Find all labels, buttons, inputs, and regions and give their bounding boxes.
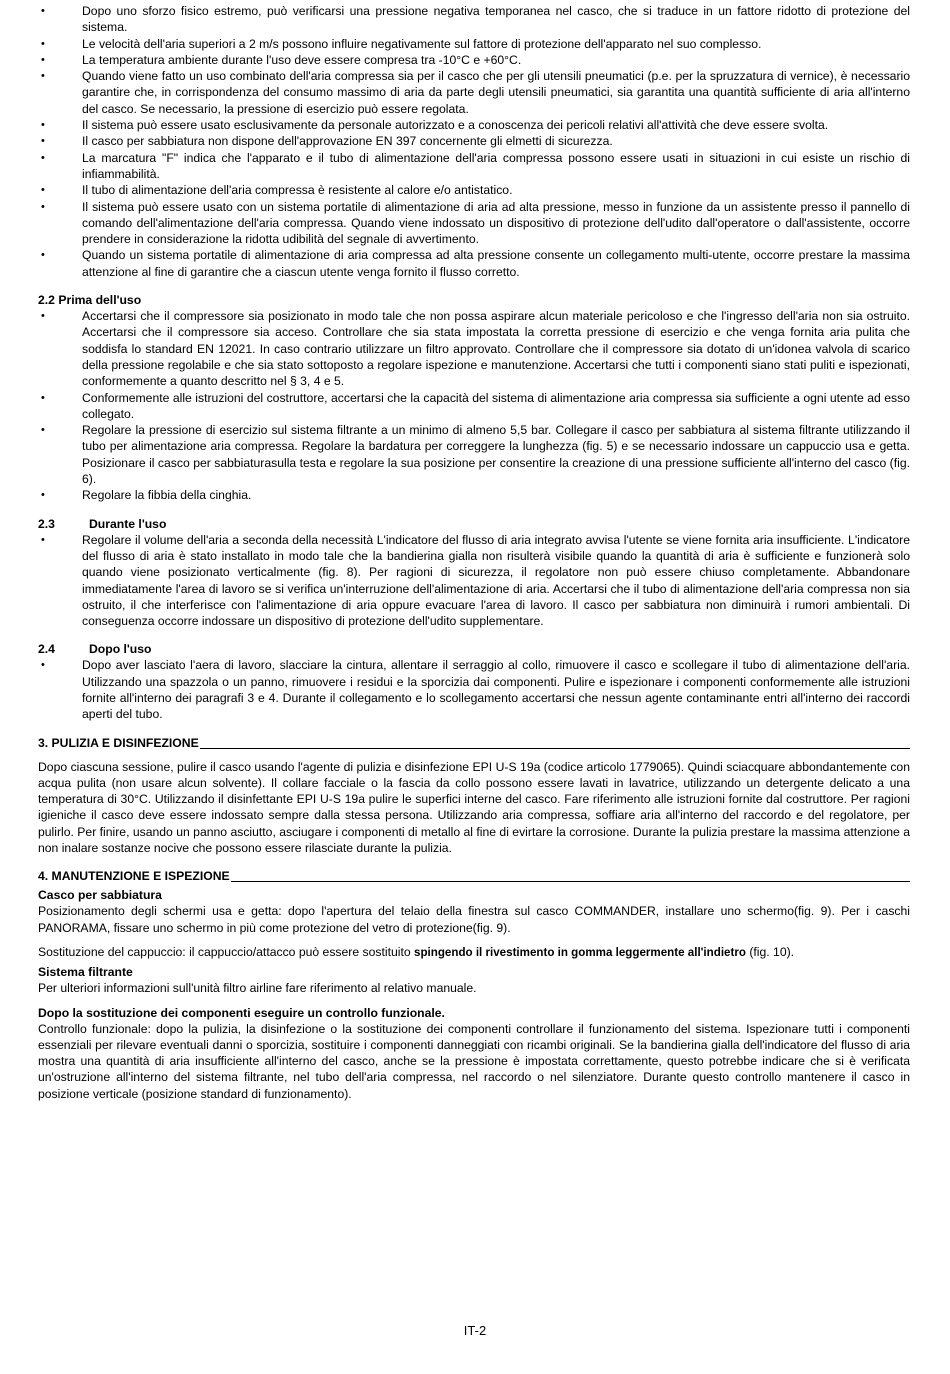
section-title: 3. PULIZIA E DISINFEZIONE	[38, 735, 199, 750]
list-item: • Quando un sistema portatile di alimentazione di aria compressa ad alta pressione consente un collegamento multi-utente, occorre prestare la massima attenzione al fine di garantire che a ciascun utente venga fornito il flusso corretto.	[38, 247, 910, 280]
document-body	[38, 3, 910, 1102]
section-2-4-bullet-list	[38, 657, 910, 722]
paragraph-cappuccio	[38, 944, 910, 961]
page-number: IT-2	[463, 1323, 487, 1338]
list-item: • Accertarsi che il compressore sia posizionato in modo tale che non possa aspirare alcun materiale pericoloso e che l'ingresso dell'aria non sia ostruito. Accertarsi che il compressore sia acceso. Controllare che sia stata impostata la corretta pressione di esercizio e che venga fornita aria pulita che soddisfa lo standard EN 12021. In caso contrario utilizzare un filtro approvato. Controllare che il compressore sia dotato di un'idonea valvola di scarico della pressione regolabile e che sia stato sottoposto a regolare ispezione e manutenzione. Accertarsi che tutti i componenti siano stati puliti e ispezionati, conformemente a quanto descritto nel § 3, 4 e 5.	[38, 308, 910, 389]
subheading-controllo: Dopo la sostituzione dei componenti eseguire un controllo funzionale.	[38, 1005, 445, 1020]
heading-rule	[231, 881, 910, 882]
list-item: • Il casco per sabbiatura non dispone dell'approvazione EN 397 concernente gli elmetti di sicurezza.	[38, 133, 910, 149]
text-run: Sostituzione del cappuccio: il cappuccio/attacco può essere sostituito	[38, 944, 414, 959]
list-item: • Regolare la pressione di esercizio sul sistema filtrante a un minimo di almeno 5,5 bar. Collegare il casco per sabbiatura al sistema filtrante utilizzando il tubo per alimentazione aria compressa. Regolare la bardatura per correggere la lunghezza (fig. 5) e se necessario indossare un cappuccio usa e getta. Posizionare il casco per sabbiaturasulla testa e regolare la sua posizione per consentire la creazione di una pressione sufficiente all'interno del casco (fig. 6).	[38, 422, 910, 487]
section-number: 2.3	[38, 516, 55, 531]
list-item: • Regolare la fibbia della cinghia.	[38, 487, 910, 503]
section-heading-4	[38, 868, 910, 884]
list-item: • Il sistema può essere usato con un sistema portatile di alimentazione di aria ad alta pressione, messo in funzione da un assistente presso il pannello di comando dell'alimentazione dell'aria compressa. Quando viene indossato un dispositivo di protezione dell'udito dall'operatore o dall'assistente, occorre prendere in considerazione la ridotta udibilità del segnale di avvertimento.	[38, 199, 910, 248]
text-run-bold: spingendo il rivestimento in gomma leggermente all'indietro	[414, 945, 746, 959]
list-item: • Le velocità dell'aria superiori a 2 m/s possono influire negativamente sul fattore di protezione dell'apparato nel suo complesso.	[38, 36, 910, 52]
list-item: • La marcatura "F" indica che l'apparato e il tubo di alimentazione dell'aria compressa possono essere usati in situazioni in cui esiste un rischio di infiammabilità.	[38, 150, 910, 183]
list-item: • Il sistema può essere usato esclusivamente da personale autorizzato e a conoscenza dei pericoli relativi all'attività che deve essere svolta.	[38, 117, 910, 133]
text-run: (fig. 10).	[745, 944, 795, 959]
intro-bullet-list	[38, 3, 910, 280]
list-item: • Conformemente alle istruzioni del costruttore, accertarsi che la capacità del sistema di alimentazione aria compressa sia sufficiente a ogni utente ad esso collegato.	[38, 390, 910, 423]
paragraph-casco: Posizionamento degli schermi usa e getta: dopo l'apertura del telaio della finestra sul casco COMMANDER, installare uno schermo(fig. 9). Per i caschi PANORAMA, fissare uno schermo in più come protezione del vetro di protezione(fig. 9).	[38, 904, 910, 935]
section-title: 4. MANUTENZIONE E ISPEZIONE	[38, 869, 230, 884]
section-heading-2-2: 2.2 Prima dell'uso	[38, 293, 142, 308]
section-heading-2-4	[38, 641, 910, 657]
list-item: • La temperatura ambiente durante l'uso deve essere compresa tra -10°C e +60°C.	[38, 52, 910, 68]
paragraph-filtro: Per ulteriori informazioni sull'unità filtro airline fare riferimento al relativo manuale.	[38, 981, 477, 996]
section-title: Durante l'uso	[89, 516, 167, 531]
section-2-2-bullet-list	[38, 308, 910, 504]
paragraph-cleaning: Dopo ciascuna sessione, pulire il casco usando l'agente di pulizia e disinfezione EPI U-S 19a (codice articolo 1779065). Quindi sciacquare abbondantemente con acqua pulita (non usare alcun solvente). Il collare facciale o la fascia da collo possono essere lavati in lavatrice, utilizzando un detergente delicato a una temperatura di 30°C. Utilizzando il disinfettante EPI U-S 19a pulire le superfici interne del casco. Fare riferimento alle istruzioni fornite dal costruttore. Per ragioni igieniche il casco deve essere indossato sempre dalla stessa persona. Utilizzando aria compressa, soffiare aria all'interno del raccordo e del regolatore, per pulirlo. Per finire, usando un panno asciutto, asciugare i componenti di metallo al fine di evirtare la corrosione. Durante la pulizia prestare la massima attenzione a non inalare sostanze nocive che possono essere rilasciate durante la pulizia.	[38, 759, 910, 856]
section-number: 2.4	[38, 642, 55, 657]
section-heading-2-3	[38, 516, 910, 532]
section-heading-3	[38, 735, 910, 751]
list-item: • Il tubo di alimentazione dell'aria compressa è resistente al calore e/o antistatico.	[38, 182, 910, 198]
list-item: • Regolare il volume dell'aria a seconda della necessità L'indicatore del flusso di aria integrato avvisa l'utente se viene fornita aria insufficiente. L'indicatore del flusso di aria è stato installato in modo tale che la bandierina gialla non risulterà visibile quando la quantità di aria è sufficiente e funzionerà solo quando viene posizionato verticalmente (fig. 8). Per ragioni di sicurezza, il regolatore non può essere chiuso completamente. Abbandonare immediatamente l'area di lavoro se si verifica un'interruzione dell'alimentazione di aria. Accertarsi che il tubo di alimentazione dell'aria compressa non sia ostruito, il che interferisce con l'alimentazione di aria oppure evacuare l'area di lavoro. Il casco per sabbiatura non diminuirà i rumori ambientali. Di conseguenza occorre indossare un dispositivo di protezione dell'udito supplementare.	[38, 532, 910, 630]
subheading-casco: Casco per sabbiatura	[38, 888, 162, 903]
list-item: • Quando viene fatto un uso combinato dell'aria compressa sia per il casco che per gli utensili pneumatici (p.e. per la spruzzatura di vernice), è necessario garantire che, in corrispondenza del consumo massimo di aria da parte degli utensili pneumatici, sia garantita una quantità sufficiente di aria all'interno del casco. Se necessario, la pressione di esercizio può essere regolata.	[38, 68, 910, 117]
list-item: • Dopo uno sforzo fisico estremo, può verificarsi una pressione negativa temporanea nel casco, che si traduce in un fattore ridotto di protezione del sistema.	[38, 3, 910, 36]
paragraph-controllo: Controllo funzionale: dopo la pulizia, la disinfezione o la sostituzione dei componenti controllare il funzionamento del sistema. Ispezionare tutti i componenti essenziali per rilevare eventuali danni o sporcizia, sostituire i componenti danneggiati con ricambi originali. Se la bandierina gialla dell'indicatore del flusso di aria mostra una quantità di aria insufficiente all'interno del casco, anche se la pressione è impostata correttamente, questo potrebbe indicare che si è verificata un'ostruzione all'interno del sistema filtrante, nel tubo dell'aria compressa, nel raccordo o nel silenziatore. Durante questo controllo mantenere il casco in posizione verticale (posizione standard di funzionamento).	[38, 1021, 910, 1101]
list-item: • Dopo aver lasciato l'aera di lavoro, slacciare la cintura, allentare il serraggio al collo, rimuovere il casco e scollegare il tubo di alimentazione dell'aria. Utilizzando una spazzola o un panno, rimuovere i residui e la sporcizia dai componenti. Pulire e ispezionare i componenti conformemente alle istruzioni fornite all'interno dei paragrafi 3 e 4. Durante il collegamento e lo scollegamento accertarsi che nessun agente contaminante entri all'interno dei raccordi aperti del tubo.	[38, 657, 910, 722]
section-2-3-bullet-list	[38, 532, 910, 630]
heading-rule	[200, 748, 910, 749]
section-title: Dopo l'uso	[89, 642, 152, 657]
subheading-filtro: Sistema filtrante	[38, 965, 133, 980]
